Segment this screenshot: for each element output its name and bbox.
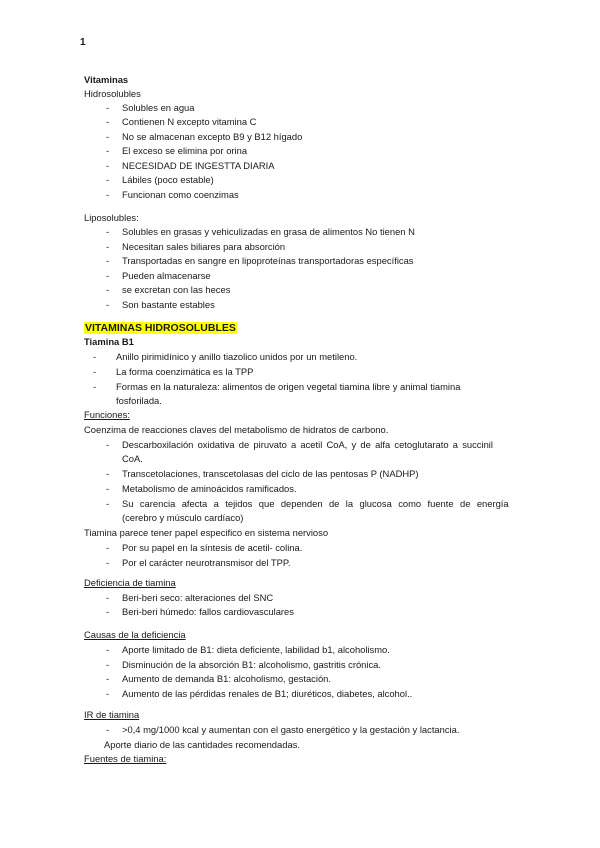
list-item: El exceso se elimina por orina — [122, 145, 248, 156]
list-item: NECESIDAD DE INGESTTA DIARIA — [122, 160, 275, 171]
bullet: - — [106, 226, 110, 237]
list-item: Lábiles (poco estable) — [122, 174, 214, 185]
label-liposolubles: Liposolubles: — [84, 212, 139, 223]
heading-funciones: Funciones: — [84, 409, 130, 420]
list-item-continuation: fosforilada. — [116, 395, 162, 406]
list-item: Solubles en agua — [122, 102, 195, 113]
list-item: Solubles en grasas y vehiculizadas en grasa de alimentos No tienen N — [122, 226, 415, 237]
list-item: Transcetolaciones, transcetolasas del ciclo de las pentosas P (NADHP) — [122, 468, 419, 479]
list-item: No se almacenan excepto B9 y B12 hígado — [122, 131, 303, 142]
list-item-continuation: (cerebro y músculo cardíaco) — [122, 512, 244, 523]
list-item: Beri-beri húmedo: fallos cardiovasculares — [122, 606, 294, 617]
list-item: Contienen N excepto vitamina C — [122, 116, 257, 127]
bullet: - — [106, 688, 110, 699]
title-vitaminas: Vitaminas — [84, 74, 129, 85]
bullet: - — [106, 468, 110, 479]
list-item: Aumento de las pérdidas renales de B1; diuréticos, diabetes, alcohol.. — [122, 688, 413, 699]
list-item: Su carencia afecta a tejidos que dependen de la glucosa como fuente de energía — [122, 498, 509, 509]
highlighted-heading: VITAMINAS HIDROSOLUBLES — [85, 322, 236, 334]
bullet: - — [106, 483, 110, 494]
bullet: - — [106, 102, 110, 113]
bullet: - — [106, 439, 110, 450]
bullet: - — [106, 255, 110, 266]
bullet: - — [106, 174, 110, 185]
bullet: - — [93, 351, 97, 362]
bullet: - — [106, 270, 110, 281]
bullet: - — [106, 131, 110, 142]
list-item: Aporte limitado de B1: dieta deficiente, labilidad b1, alcoholismo. — [122, 644, 390, 655]
list-item: Beri-beri seco: alteraciones del SNC — [122, 592, 274, 603]
page-number: 1 — [80, 37, 86, 48]
bullet: - — [106, 659, 110, 670]
list-item: se excretan con las heces — [122, 284, 231, 295]
heading-fuentes: Fuentes de tiamina: — [84, 753, 167, 764]
bullet: - — [106, 542, 110, 553]
bullet: - — [106, 606, 110, 617]
list-item: La forma coenzimática es la TPP — [116, 366, 254, 377]
list-item: Por su papel en la síntesis de acetil- colina. — [122, 542, 303, 553]
bullet: - — [106, 644, 110, 655]
bullet: - — [106, 284, 110, 295]
bullet: - — [106, 557, 110, 568]
bullet: - — [106, 145, 110, 156]
list-item: Disminución de la absorción B1: alcoholismo, gastritis crónica. — [122, 659, 381, 670]
list-item: Aumento de demanda B1: alcoholismo, gestación. — [122, 673, 331, 684]
list-item: Anillo pirimidínico y anillo tiazolico unidos por un metileno. — [116, 351, 358, 362]
bullet: - — [106, 498, 110, 509]
bullet: - — [106, 241, 110, 252]
bullet: - — [106, 673, 110, 684]
list-item: Por el carácter neurotransmisor del TPP. — [122, 557, 291, 568]
list-item: Son bastante estables — [122, 299, 215, 310]
section-heading — [84, 322, 237, 334]
nervioso-intro: Tiamina parece tener papel especifico en sistema nervioso — [84, 527, 329, 538]
heading-causas: Causas de la deficiencia — [84, 629, 186, 640]
bullet: - — [106, 160, 110, 171]
heading-deficiencia: Deficiencia de tiamina — [84, 577, 176, 588]
ir-note: Aporte diario de las cantidades recomendadas. — [104, 739, 300, 750]
bullet: - — [93, 366, 97, 377]
list-item: Pueden almacenarse — [122, 270, 211, 281]
list-item: Metabolismo de aminoácidos ramificados. — [122, 483, 297, 494]
list-item: Descarboxilación oxidativa de piruvato a acetil CoA, y de alfa cetoglutarato a succinil — [122, 439, 493, 450]
bullet: - — [106, 189, 110, 200]
bullet: - — [106, 299, 110, 310]
heading-ir: IR de tiamina — [84, 709, 140, 720]
list-item-continuation: CoA. — [122, 453, 143, 464]
label-hidrosolubles: Hidrosolubles — [84, 88, 141, 99]
bullet: - — [106, 592, 110, 603]
bullet: - — [106, 116, 110, 127]
list-item: Transportadas en sangre en lipoproteínas transportadoras específicas — [122, 255, 414, 266]
list-item: Necesitan sales biliares para absorción — [122, 241, 286, 252]
list-item: Formas en la naturaleza: alimentos de origen vegetal tiamina libre y animal tiamina — [116, 381, 461, 392]
bullet: - — [93, 381, 97, 392]
list-item: Funcionan como coenzimas — [122, 189, 239, 200]
bullet: - — [106, 724, 110, 735]
subheading-tiamina: Tiamina B1 — [84, 336, 134, 347]
list-item: >0,4 mg/1000 kcal y aumentan con el gasto energético y la gestación y lactancia. — [122, 724, 460, 735]
funciones-intro: Coenzima de reacciones claves del metabolismo de hidratos de carbono. — [84, 424, 389, 435]
